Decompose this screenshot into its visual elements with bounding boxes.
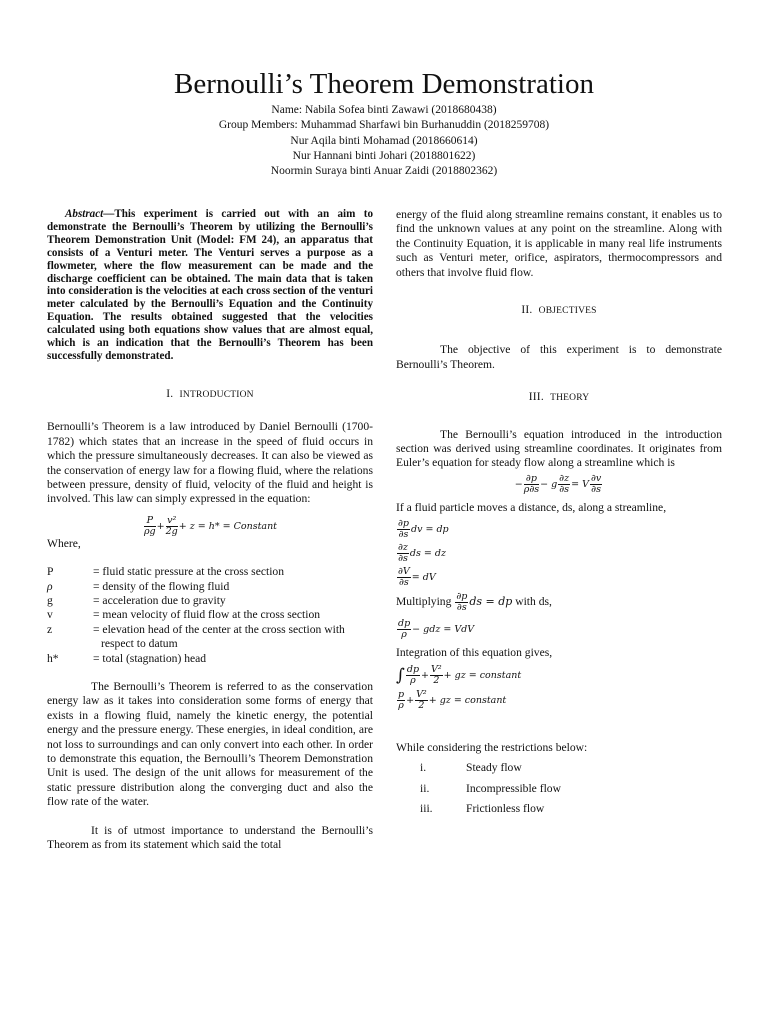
author-line: Nur Aqila binti Mohamad (2018660614) xyxy=(290,134,478,147)
intro-paragraph-continued: energy of the fluid along streamline remains constant, it enables us to find the unknown values at any point on the streamline. Along with the Continuity Equation, it is applicable in many real life instruments such as Venturi meter, orifice, aspirators, thermocompressors and others that involve fluid flow. xyxy=(396,208,722,279)
bernoulli-integrated-equation: $\frac{p}{\rho}$ + $\frac{\text{V²}}{2}$ + gz = constant xyxy=(398,688,507,711)
symbol-row: z = elevation head of the center at the cross section with xyxy=(47,622,345,636)
section-heading-introduction: I. INTRODUCTION xyxy=(166,387,254,400)
integral-equation: ∫ $\frac{dp}{\rho}$ + $\frac{\text{V²}}{2}$ + gz = constant xyxy=(396,663,522,686)
abstract xyxy=(47,208,373,363)
differential-equations xyxy=(396,519,722,588)
author-block xyxy=(0,103,768,179)
symbol-row-continued: respect to datum xyxy=(101,637,178,651)
symbol-row: h* = total (stagnation) head xyxy=(47,651,207,665)
section-heading-theory: III. THEORY xyxy=(528,391,590,404)
paper-title: Bernoulli’s Theorem Demonstration xyxy=(174,68,594,100)
symbol-row: P = fluid static pressure at the cross section xyxy=(47,565,285,579)
right-column xyxy=(396,208,722,816)
author-line: Noormin Suraya binti Anuar Zaidi (2018802362) xyxy=(270,165,498,178)
intro-paragraph-1: Bernoulli’s Theorem is a law introduced by Daniel Bernoulli (1700-1782) which states that an increase in the speed of fluid occurs in which the pressure simultaneously decreases. It can also be viewed as the conservation of energy law for a flowing fluid, where the relations between pressure, density of fluid, velocity of the fluid and height is involved. This law can simply expressed in the equation: xyxy=(47,420,373,506)
where-label: Where, xyxy=(47,536,81,550)
integration-text: Integration of this equation gives, xyxy=(396,646,553,660)
symbol-row: v = mean velocity of fluid flow at the cross section xyxy=(47,608,321,622)
objectives-paragraph: The objective of this experiment is to demonstrate Bernoulli’s Theorem. xyxy=(396,343,722,371)
symbol-row: g = acceleration due to gravity xyxy=(47,593,226,607)
intro-paragraph-3: It is of utmost importance to understand the Bernoulli’s Theorem as from its statement which said the total xyxy=(47,823,373,852)
restrictions-text: While considering the restrictions below: xyxy=(396,740,588,754)
bernoulli-equation: $\frac{P}{\rho g}$ + $\frac{\text{v²}}{2g}$ + z = h* = Constant xyxy=(143,514,278,537)
equation-row: $\frac{\partial z}{\partial s}$ ds = dz xyxy=(398,542,446,565)
list-item: ii. Incompressible flow xyxy=(420,781,561,795)
restrictions-list xyxy=(396,761,722,816)
author-line: Group Members: Muhammad Sharfawi bin Burhanuddin (2018259708) xyxy=(218,119,550,132)
list-item: i. Steady flow xyxy=(420,761,522,775)
euler-equation: − $\frac{\partial p}{\rho\partial s}$ − g $\frac{\partial z}{\partial s}$ = V $\frac{\partial v}{\partial s}$ xyxy=(514,472,602,495)
symbol-row: ρ = density of the flowing fluid xyxy=(47,579,230,593)
list-item: iii. Frictionless flow xyxy=(420,801,545,815)
abstract-label: Abstract xyxy=(65,208,104,220)
left-column xyxy=(47,208,373,852)
equation-row: $\frac{\partial p}{\partial s}$ dv = dp xyxy=(398,518,449,541)
intro-paragraph-2: The Bernoulli’s Theorem is referred to as the conservation energy law as it takes into consideration some forms of energy that exists in a flowing fluid, namely the kinetic energy, the potential energy and the pressure energy. These energies, in ideal condition, are not loss to surroundings and can only convert into each other. In order to demonstrate this equation, the Bernoulli’s Theorem Demonstration Unit is used. The design of the unit allows for measurement of the static pressure distribution along the converging duct and also the flow rate of the water. xyxy=(47,679,373,809)
theory-paragraph-2: If a fluid particle moves a distance, ds, along a streamline, xyxy=(396,500,667,514)
equation-row: $\frac{\partial V}{\partial s}$ = dV xyxy=(398,566,436,589)
symbol-list xyxy=(47,565,373,666)
dp-rho-equation: $\frac{dp}{\rho}$ − gdz = VdV xyxy=(398,618,475,641)
author-line: Nur Hannani binti Johari (2018801622) xyxy=(292,149,476,162)
abstract-text: —This experiment is carried out with an aim to demonstrate the Bernoulli’s Theorem by utilizing the Bernoulli’s Theorem Demonstration Unit (Model: FM 24), an apparatus that consists of a Venturi meter. The Venturi serves a purpose as a flowmeter, where the flow measurement can be made and the discharge coefficient can be obtained. The main data that is taken into consideration is the velocities at each cross section of the venturi meter calculated by the Bernoulli’s Equation and the Continuity Equation. The results obtained suggested that the velocities calculated using both equations show values that are almost equal, which is an indication that the Bernoulli’s Theorem has been successfully demonstrated. xyxy=(47,208,373,362)
theory-paragraph-1: The Bernoulli’s equation introduced in the introduction section was derived using streamline coordinates. It originates from Euler’s equation for steady flow along a streamline which is xyxy=(396,427,722,470)
multiplying-line: Multiplying $\frac{\partial p}{\partial s}$ ds = dp with ds, xyxy=(396,591,552,614)
section-heading-objectives: II. OBJECTIVES xyxy=(521,304,597,317)
author-line: Name: Nabila Sofea binti Zawawi (2018680438) xyxy=(271,104,497,116)
